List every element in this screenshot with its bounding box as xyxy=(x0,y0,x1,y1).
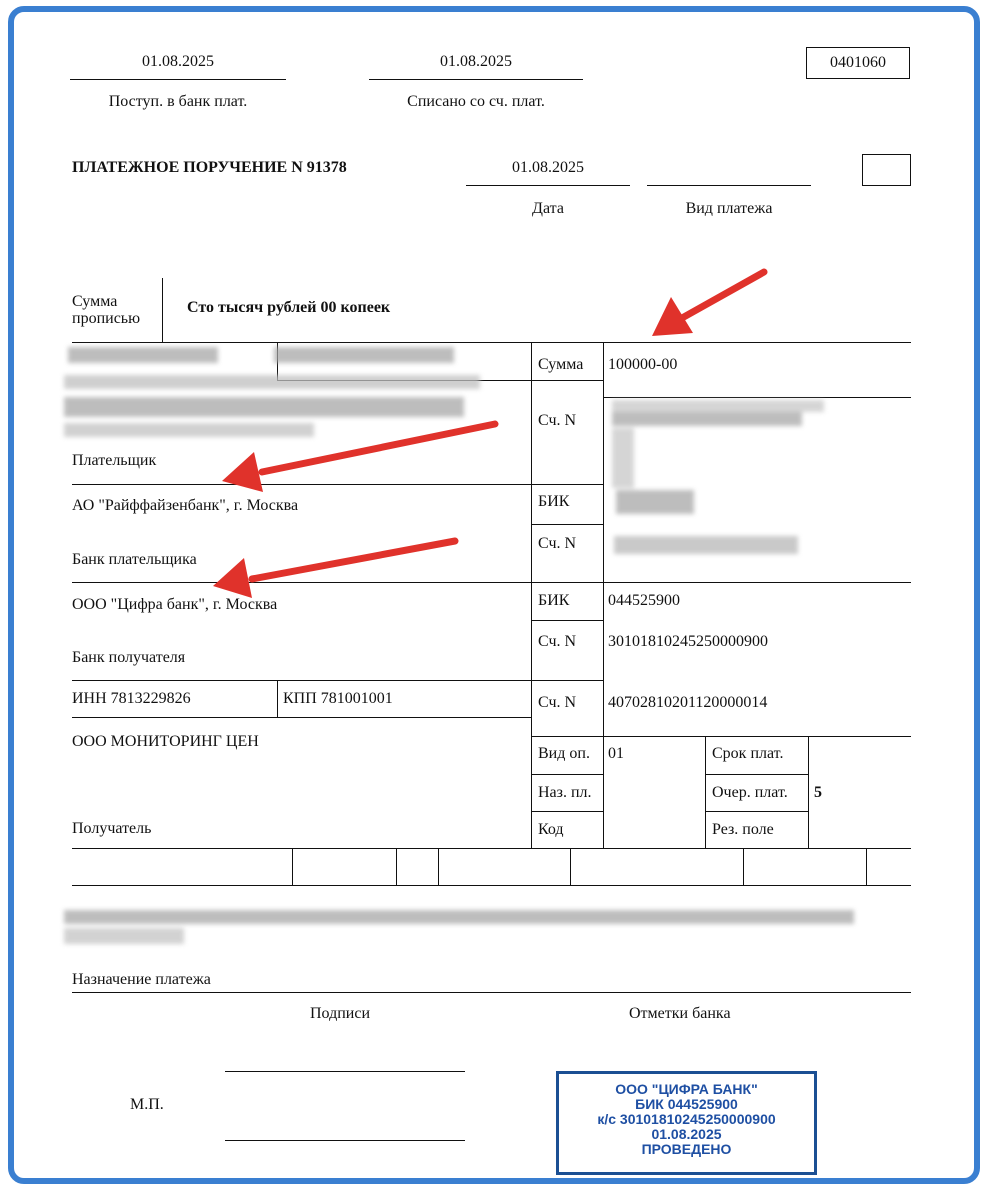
debited-label: Списано со сч. плат. xyxy=(407,93,545,110)
sum-label: Сумма xyxy=(538,356,584,373)
sum-value: 100000-00 xyxy=(608,356,678,373)
recipient-kpp: КПП 781001001 xyxy=(283,690,393,707)
stamp-line-4: 01.08.2025 xyxy=(651,1126,722,1142)
op-type-label: Вид оп. xyxy=(538,745,590,762)
payer-label: Плательщик xyxy=(72,452,157,469)
payment-type-label: Вид платежа xyxy=(685,200,773,217)
arrow-to-amount xyxy=(682,272,764,318)
recipient-name: ООО МОНИТОРИНГ ЦЕН xyxy=(72,733,259,750)
document-title: ПЛАТЕЖНОЕ ПОРУЧЕНИЕ N 91378 xyxy=(72,159,347,176)
order-date: 01.08.2025 xyxy=(512,159,584,176)
code-label: Код xyxy=(538,821,564,838)
bank-marks-label: Отметки банка xyxy=(629,1005,731,1022)
form-code: 0401060 xyxy=(830,54,886,71)
payer-bank-name: АО "Райффайзенбанк", г. Москва xyxy=(72,497,299,514)
recipient-account: 40702810201120000014 xyxy=(608,694,768,711)
recipient-account-label: Сч. N xyxy=(538,694,577,711)
purpose-code-label: Наз. пл. xyxy=(538,784,592,801)
recipient-corr-label: Сч. N xyxy=(538,633,577,650)
op-type-value: 01 xyxy=(608,745,624,762)
amount-words-value: Сто тысяч рублей 00 копеек xyxy=(187,299,391,316)
amount-words-label-1: Сумма xyxy=(72,293,118,310)
stamp-line-3: к/с 30101810245250000900 xyxy=(597,1111,776,1127)
queue-value: 5 xyxy=(814,784,822,801)
arrow-to-recipient-bank-head xyxy=(213,558,252,598)
stamp-line-1: ООО "ЦИФРА БАНК" xyxy=(615,1081,758,1097)
received-date: 01.08.2025 xyxy=(142,53,214,70)
amount-words-label-2: прописью xyxy=(72,310,141,327)
arrow-to-payer-bank-head xyxy=(222,452,263,492)
recipient-inn: ИНН 7813229826 xyxy=(72,690,191,707)
queue-label: Очер. плат. xyxy=(712,784,788,801)
seal-label: М.П. xyxy=(130,1096,164,1113)
arrow-to-payer-bank xyxy=(262,424,495,472)
stamp-line-5: ПРОВЕДЕНО xyxy=(641,1141,732,1157)
stamp-line-2: БИК 044525900 xyxy=(635,1096,738,1112)
payer-bank-account-label: Сч. N xyxy=(538,535,577,552)
recipient-label: Получатель xyxy=(72,820,152,837)
debited-date: 01.08.2025 xyxy=(440,53,512,70)
recipient-bank-name: ООО "Цифра банк", г. Москва xyxy=(72,596,278,613)
reserve-label: Рез. поле xyxy=(712,821,774,838)
payer-bank-bik-label: БИК xyxy=(538,493,570,510)
due-label: Срок плат. xyxy=(712,745,784,762)
payer-account-label: Сч. N xyxy=(538,412,577,429)
received-label: Поступ. в банк плат. xyxy=(108,93,248,110)
signatures-label: Подписи xyxy=(310,1005,371,1022)
purpose-label: Назначение платежа xyxy=(72,971,211,988)
recipient-bik: 044525900 xyxy=(608,592,680,609)
payer-bank-label: Банк плательщика xyxy=(72,551,197,568)
recipient-corr-account: 30101810245250000900 xyxy=(608,633,768,650)
order-date-label: Дата xyxy=(532,200,564,217)
recipient-bank-label: Банк получателя xyxy=(72,649,186,666)
recipient-bik-label: БИК xyxy=(538,592,570,609)
arrow-to-recipient-bank xyxy=(252,541,455,579)
